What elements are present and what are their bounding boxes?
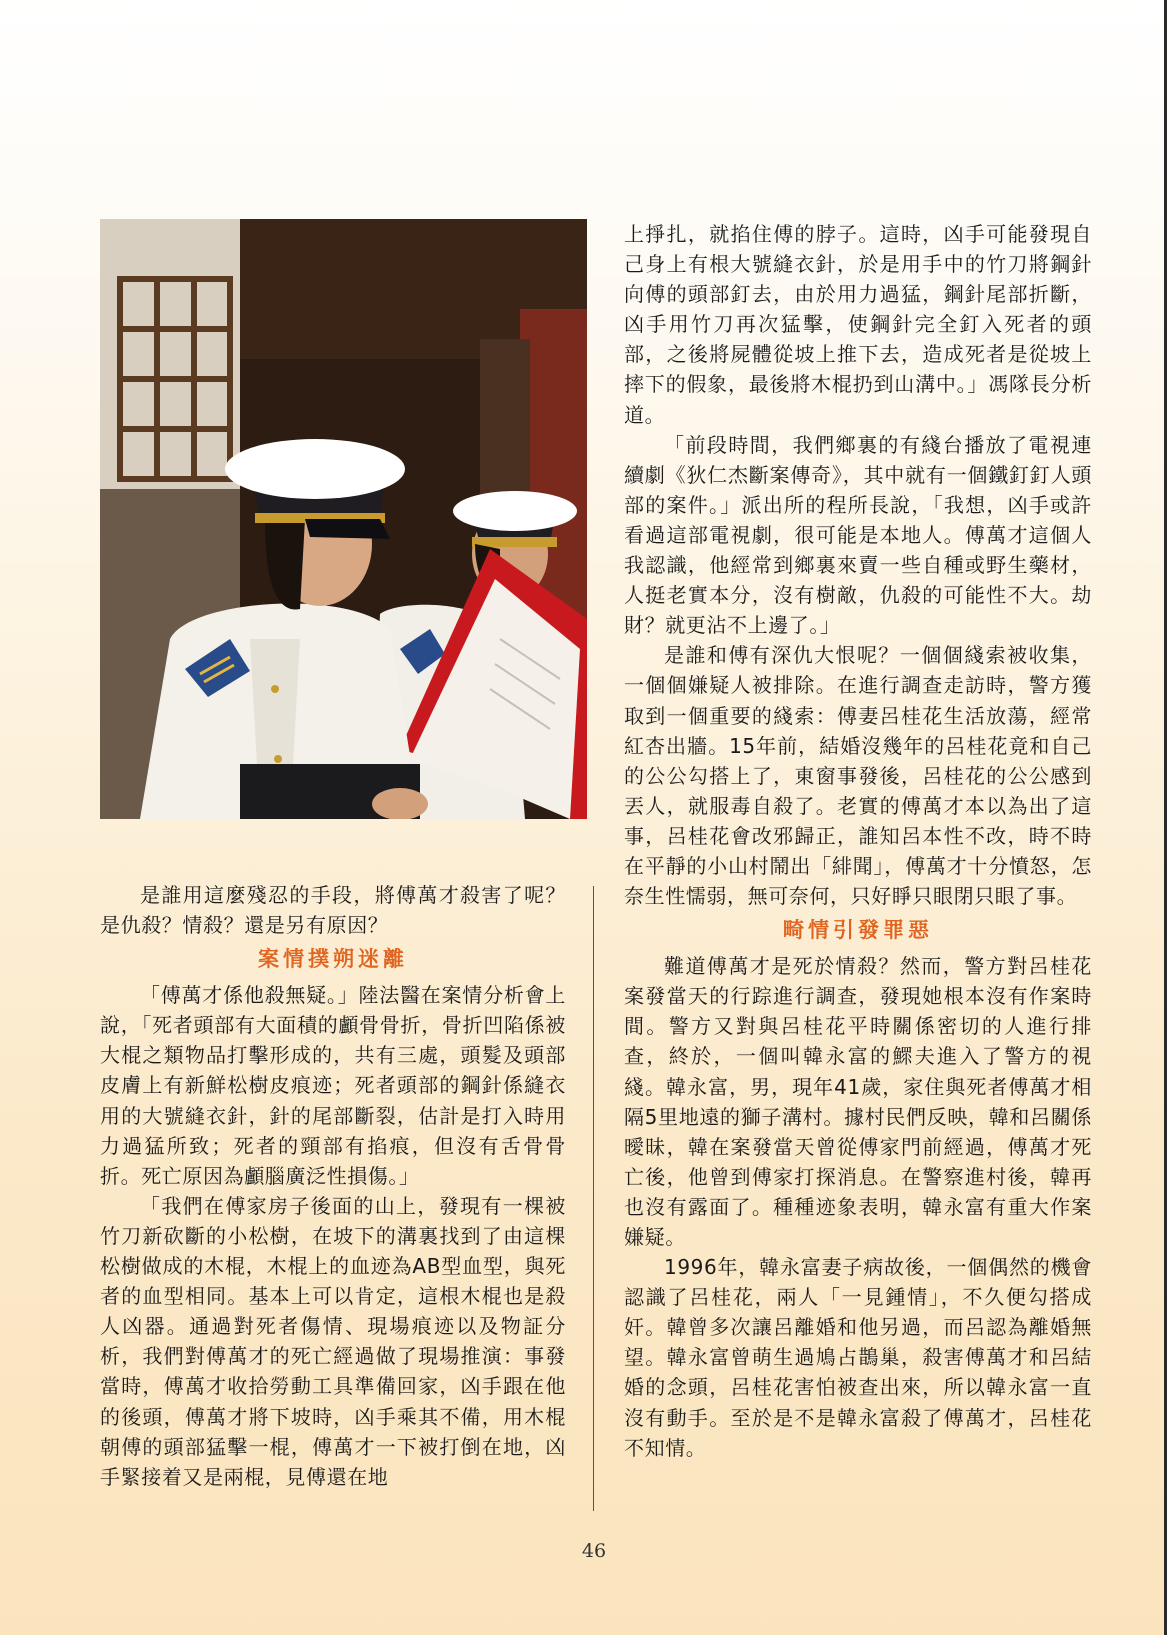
paragraph: 「傅萬才係他殺無疑。」陸法醫在案情分析會上說，「死者頭部有大面積的顱骨骨折，骨折凹陷係被大棍之類物品打擊形成的，共有三處，頭髮及頭部皮膚上有新鮮松樹皮痕迹；死者頭部的鋼針係縫衣用的大號縫衣針，針的尾部斷裂，估計是打入時用力過猛所致；死者的頸部有掐痕，但沒有舌骨骨折。死亡原因為顱腦廣泛性損傷。」 bbox=[100, 983, 566, 1188]
paragraph: 難道傅萬才是死於情殺？然而，警方對呂桂花案發當天的行踪進行調查，發現她根本沒有作案時間。警方又對與呂桂花平時關係密切的人進行排查，終於，一個叫韓永富的鰥夫進入了警方的視綫。韓永富，男，現年41歲，家住與死者傅萬才相隔5里地遠的獅子溝村。據村民們反映，韓和呂關係曖昧，韓在案發當天曾從傅家門前經過，傅萬才死亡後，他曾到傅家打探消息。在警察進村後，韓再也沒有露面了。種種迹象表明，韓永富有重大作案嫌疑。 bbox=[624, 954, 1092, 1249]
paragraph: 「我們在傅家房子後面的山上，發現有一棵被竹刀新砍斷的小松樹，在坡下的溝裏找到了由這棵松樹做成的木棍，木棍上的血迹為AB型血型，與死者的血型相同。基本上可以肯定，這根木棍也是殺人凶器。通過對死者傷情、現場痕迹以及物証分析，我們對傅萬才的死亡經過做了現場推演：事發當時，傅萬才收拾勞動工具準備回家，凶手跟在他的後頭，傅萬才將下坡時，凶手乘其不備，用木棍朝傅的頭部猛擊一棍，傅萬才一下被打倒在地，凶手緊接着又是兩棍，見傅還在地 bbox=[100, 1193, 566, 1489]
right-text-column bbox=[624, 219, 1092, 1463]
paragraph: 上掙扎，就掐住傅的脖子。這時，凶手可能發現自己身上有根大號縫衣針，於是用手中的竹刀將鋼針向傅的頭部釘去，由於用力過猛，鋼針尾部折斷，凶手用竹刀再次猛擊，使鋼針完全釘入死者的頭部，之後將屍體從坡上推下去，造成死者是從坡上摔下的假象，最後將木棍扔到山溝中。」馮隊長分析道。 bbox=[624, 222, 1092, 427]
section-heading-crime: 畸情引發罪惡 bbox=[783, 917, 933, 943]
page-number: 46 bbox=[581, 1540, 607, 1562]
left-text-column bbox=[100, 880, 566, 1492]
paragraph: 1996年，韓永富妻子病故後，一個偶然的機會認識了呂桂花，兩人「一見鍾情」，不久便勾搭成奸。韓曾多次讓呂離婚和他另過，而呂認為離婚無望。韓永富曾萌生過鳩占鵲巢，殺害傅萬才和呂結婚的念頭，呂桂花害怕被查出來，所以韓永富一直沒有動手。至於是不是韓永富殺了傅萬才，呂桂花不知情。 bbox=[624, 1255, 1092, 1460]
paragraph: 「前段時間，我們鄉裏的有綫台播放了電視連續劇《狄仁杰斷案傳奇》，其中就有一個鐵釘釘人頭部的案件。」派出所的程所長說，「我想，凶手或許看過這部電視劇，很可能是本地人。傅萬才這個人我認識，他經常到鄉裏來賣一些自種或野生藥材，人挺老實本分，沒有樹敵，仇殺的可能性不大。劫財？就更沾不上邊了。」 bbox=[624, 432, 1092, 638]
column-divider bbox=[593, 886, 594, 1511]
intro-paragraph: 是誰用這麼殘忍的手段，將傅萬才殺害了呢？是仇殺？情殺？還是另有原因？ bbox=[100, 883, 566, 938]
section-heading-case: 案情撲朔迷離 bbox=[258, 946, 408, 972]
police-officers-photo bbox=[100, 219, 587, 819]
paragraph: 是誰和傅有深仇大恨呢？一個個綫索被收集，一個個嫌疑人被排除。在進行調查走訪時，警方獲取到一個重要的綫索：傅妻呂桂花生活放蕩，經常紅杏出牆。15年前，結婚沒幾年的呂桂花竟和自己的公公勾搭上了，東窗事發後，呂桂花的公公感到丟人，就服毒自殺了。老實的傅萬才本以為出了這事，呂桂花會改邪歸正，誰知呂本性不改，時不時在平靜的小山村鬧出「緋聞」，傅萬才十分憤怒，怎奈生性懦弱，無可奈何，只好睜只眼閉只眼了事。 bbox=[624, 643, 1092, 909]
